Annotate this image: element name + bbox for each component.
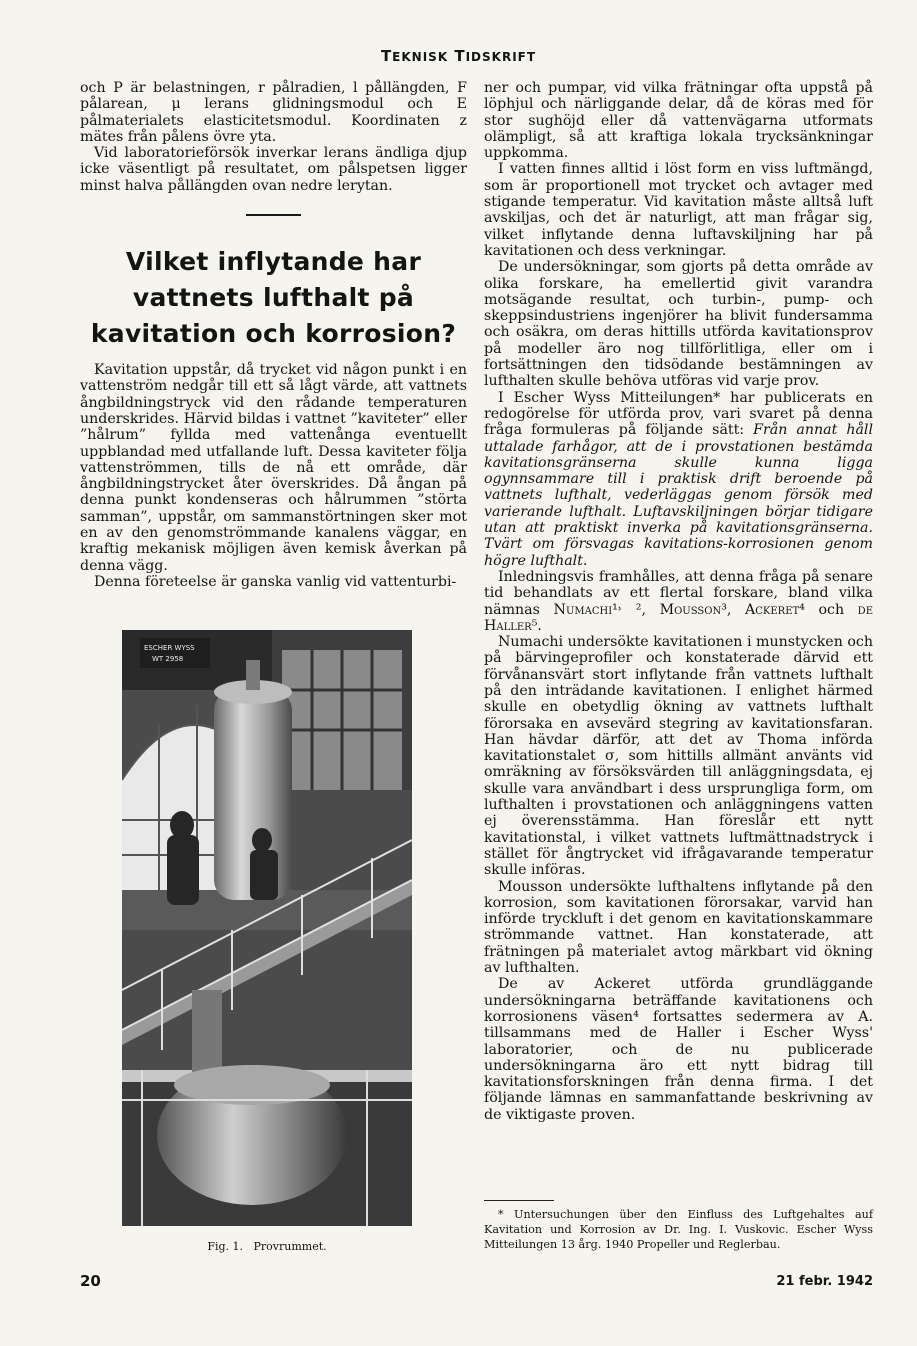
right-paragraph-5 (484, 569, 873, 634)
right-paragraph-8: De av Ackeret utförda grundläggande undersökningarna beträffande kavitationens och korrosionens väsen⁴ fortsattes sedermera av A. tillsammans med de Haller i Escher Wyss' laboratorier, och de nu publicerade undersökningarna äro ett nytt bidrag till kavitationsforskningen från denna firma. I det följande lämnas en sammanfattande beskrivning av de viktigaste proven. (484, 976, 873, 1123)
test-room-photo (122, 630, 412, 1226)
intro-paragraph-2: Vid laboratorieförsök inverkar lerans ändliga djup icke väsentligt på resultatet, om pålspetsen ligger minst halva pållängden ovan nedre lerytan. (80, 145, 467, 194)
figure-caption (122, 1240, 412, 1253)
plate-text-2: WT 2958 (152, 655, 184, 663)
right-paragraph-7: Mousson undersökte lufthaltens inflytande på den korrosion, som kavitationen förorsakar, varvid han införde tryckluft i det genom en kavitationskammare strömmande vattnet. Han konstaterade, att frätningen på materialet avtog märkbart vid ökning av lufthalten. (484, 878, 873, 977)
p5-and: och (804, 601, 858, 618)
p5-names: Numachi¹˒ ², Mousson³, Ackeret⁴ (553, 601, 805, 618)
body-paragraph-2: Denna företeelse är ganska vanlig vid vattenturbi- (94, 573, 457, 590)
p5-text: Inledningsvis framhålles, att denna fråga på senare tid behandlats av ett flertal forskare, bland vilka nämnas (484, 568, 873, 618)
section-divider (246, 214, 301, 216)
right-paragraph-4 (484, 390, 873, 569)
caption-text: Provrummet. (253, 1240, 327, 1253)
issue-date: 21 febr. 1942 (776, 1274, 873, 1289)
footnote-divider (484, 1200, 554, 1201)
footnote-text: * Untersuchungen über den Einfluss des Luftgehaltes auf Kavitation und Korrosion av Dr. Ing. I. Vuskovic. Escher Wyss Mitteilungen 13 årg. 1940 Propeller und Reglerbau. (484, 1208, 873, 1251)
p4-quote: Från annat håll uttalade farhågor, att de i provstationen bestämda kavitationsgränserna skulle kunna ligga ogynnsammare till i praktisk drift beroende på vattnets lufthalt, vederläggas genom försök med varierande lufthalt. Luftavskiljningen börjar tidigare utan att praktiskt inverka på kavitationsgränserna. Tvärt om försvagas kavitations-korrosionen genom högre lufthalt. (484, 422, 873, 569)
figure-photo (122, 630, 412, 1226)
page-number: 20 (80, 1272, 101, 1290)
header-word-2: idskrift (465, 46, 537, 66)
header-word-1: eknisk (392, 46, 449, 66)
p4-text: I Escher Wyss Mitteilungen* har publicerats en redogörelse för utförda prov, vari svaret på denna fråga formuleras på följande sätt: (484, 389, 873, 439)
right-paragraph-2: I vatten finnes alltid i löst form en viss luftmängd, som är proportionell mot trycket och avtager med stigande temperatur. Vid kavitation måste alltså luft avskiljas, och det är naturligt, att man frågar sig, vilket inflytande denna luftavskiljning har på kavitationen och dess verkningar. (484, 161, 873, 259)
header-initial-1: T (380, 47, 393, 65)
intro-paragraph-1: och P är belastningen, r pålradien, l pållängden, F pålarean, μ lerans glidningsmodul och E pålmaterialets elasticitetsmodul. Koordinaten z mätes från pålens övre yta. (80, 80, 467, 145)
body-paragraph-1: Kavitation uppstår, då trycket vid någon punkt i en vattenström nedgår till ett så lågt värde, att vattnets ångbildningstryck vid den rådande temperaturen underskrides. Härvid bildas i vattnet ”kaviteter” eller ”hålrum” fyllda med vattenånga eventuellt uppblandad med utfallande luft. Dessa kaviteter följa vattenströmmen, tills de nå ett område, där ångbildningstrycket åter överskrides. Då ångan på denna punkt kondenseras och hålrummen ”störta samman”, uppstår, om sammanstörtningen sker mot en av den genomströmmande kanalens väggar, en kraftig mekanisk möjligen även kemisk åverkan på denna vägg. (80, 362, 467, 574)
p5-last-name: de Haller⁵. (484, 601, 873, 634)
journal-header (0, 46, 917, 66)
right-column (484, 80, 873, 1123)
caption-label: Fig. 1. (207, 1240, 244, 1253)
right-paragraph-1: ner och pumpar, vid vilka frätningar ofta uppstå på löphjul och närliggande delar, då de köras med för stor sughöjd eller då vattenvägarna utformats olämpligt, så att kraftiga lokala trycksänkningar uppkomma. (484, 80, 873, 162)
footnote (484, 1207, 873, 1252)
plate-text-1: ESCHER WYSS (144, 644, 195, 652)
right-paragraph-6: Numachi undersökte kavitationen i munstycken och på bärvingeprofiler och konstaterade därvid ett förvånansvärt stort inflytande från vattnets lufthalt på den inträdande kavitationen. I enlighet härmed skulle en obetydlig ökning av vattnets lufthalt förorsaka en avsevärd stegring av kavitationsfaran. Han hävdar därför, att det av Thoma införda kavitationstalet σ, som hittills allmänt använts vid omräkning av försöksvärden till anläggningsdata, ej skulle vara användbart i dess ursprungliga form, om lufthalten i provstationen och anläggningens vatten ej överensstämma. Han föreslår ett nytt kavitationstal, i vilket vattnets luftmättnadstryck i stället för ångtrycket vid ifrågavarande temperatur skulle införas. (484, 634, 873, 879)
header-initial-2: T (454, 47, 466, 65)
article-title: Vilket inflytande har vattnets lufthalt på kavitation och korrosion? (90, 247, 457, 349)
left-column (80, 80, 467, 590)
right-paragraph-3: De undersökningar, som gjorts på detta område av olika forskare, ha emellertid givit varandra motsägande resultat, och turbin-, pump- och skeppsindustriens ingenjörer ha blivit fundersamma och osäkra, om deras hittills utförda kavitationsprov på modeller äro nog tillförlitliga, eller om i fortsättningen den tidsödande bestämningen av lufthalten skulle behöva utföras vid varje prov. (484, 259, 873, 390)
